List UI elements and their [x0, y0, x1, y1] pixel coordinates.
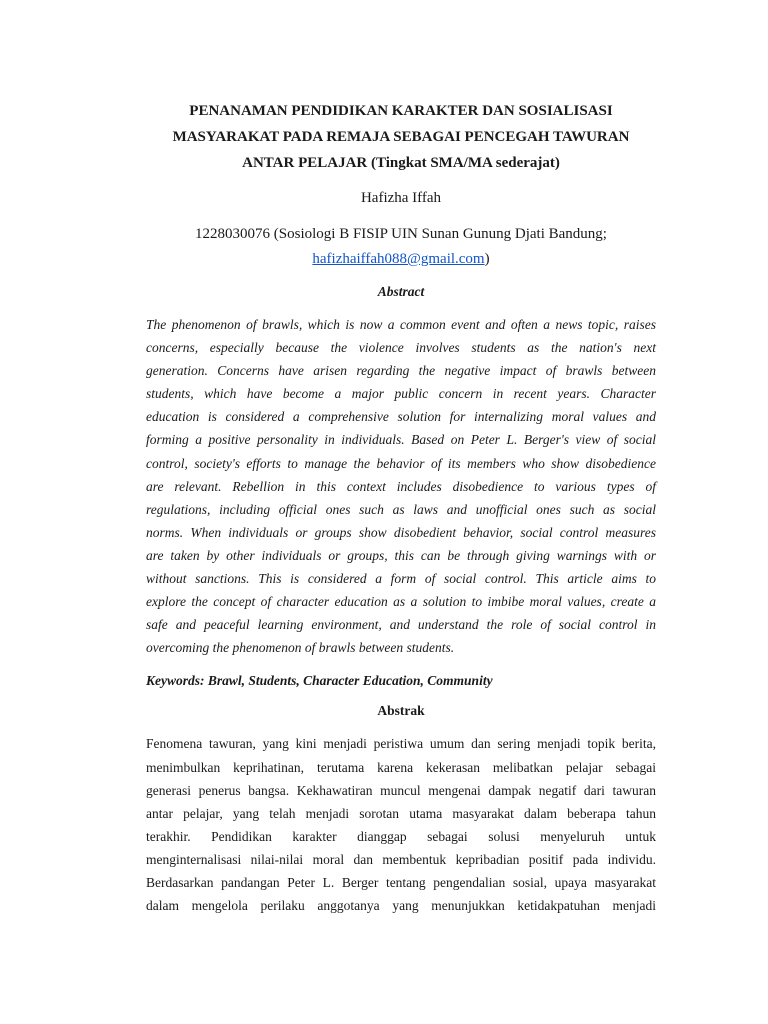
abstract-line: students, which have become a major public concern in recent years. Character [146, 386, 656, 402]
title-line: ANTAR PELAJAR (Tingkat SMA/MA sederajat) [242, 155, 560, 171]
abstrak-heading: Abstrak [377, 703, 425, 719]
abstract-line: are taken by other individuals or groups, this can be through giving warnings with or [146, 547, 656, 563]
paper-page [146, 98, 656, 917]
abstract-line: control, society's efforts to manage the behavior of its members who show disobedience [146, 455, 656, 471]
affiliation-email-line [146, 247, 656, 272]
keywords: Keywords: Brawl, Students, Character Education, Community [146, 673, 493, 689]
abstract-line: forming a positive personality in individuals. Based on Peter L. Berger's view of social [146, 432, 656, 448]
abstrak-body [146, 732, 656, 917]
abstrak-line: dalam mengelola perilaku anggotanya yang menunjukkan ketidakpatuhan menjadi [146, 898, 656, 914]
abstrak-line: antar pelajar, yang telah menjadi sorotan utama masyarakat dalam beberapa tahun [146, 805, 656, 821]
abstract-line: safe and peaceful learning environment, and understand the role of social control in [146, 617, 656, 633]
email-link[interactable]: hafizhaiffah088@gmail.com [312, 251, 485, 267]
author-affiliation [146, 222, 656, 272]
abstract-line: education is considered a comprehensive solution for internalizing moral values and [146, 409, 656, 425]
abstract-line: overcoming the phenomenon of brawls between students. [146, 640, 455, 656]
abstract-body [146, 313, 656, 659]
abstract-heading: Abstract [377, 284, 425, 299]
abstrak-line: terakhir. Pendidikan karakter dianggap sebagai solusi menyeluruh untuk [146, 828, 656, 844]
abstract-line: generation. Concerns have arisen regarding the negative impact of brawls between [146, 363, 656, 379]
abstract-line: explore the concept of character education as a solution to imbibe moral values, create a [146, 594, 656, 610]
title-line: PENANAMAN PENDIDIKAN KARAKTER DAN SOSIALISASI [189, 103, 613, 119]
abstract-line: concerns, especially because the violence involves students as the nation's next [146, 340, 656, 356]
abstrak-line: menimbulkan keprihatinan, terutama karena kekerasan melibatkan pelajar sebagai [146, 759, 656, 775]
affiliation-line: 1228030076 (Sosiologi B FISIP UIN Sunan Gunung Djati Bandung; [195, 226, 607, 242]
abstract-line: are relevant. Rebellion in this context includes disobedience to various types of [146, 478, 656, 494]
abstrak-line: Fenomena tawuran, yang kini menjadi peristiwa umum dan sering menjadi topik berita, [146, 736, 656, 752]
abstract-line: regulations, including official ones such as laws and unofficial ones such as social [146, 501, 656, 517]
abstrak-line: menginternalisasi nilai-nilai moral dan membentuk kepribadian positif pada individu. [146, 851, 656, 867]
paper-title [146, 98, 656, 176]
author-name: Hafizha Iffah [360, 190, 442, 206]
abstrak-line: Berdasarkan pandangan Peter L. Berger tentang pengendalian sosial, upaya masyarakat [146, 874, 656, 890]
abstrak-line: generasi penerus bangsa. Kekhawatiran muncul mengenai dampak negatif dari tawuran [146, 782, 656, 798]
abstract-line: The phenomenon of brawls, which is now a common event and often a news topic, raises [146, 317, 656, 332]
affiliation-close: ) [484, 251, 490, 267]
abstract-line: norms. When individuals or groups show disobedient behavior, social control measures [146, 524, 656, 540]
title-line: MASYARAKAT PADA REMAJA SEBAGAI PENCEGAH TAWURAN [172, 129, 630, 145]
abstract-line: without sanctions. This is considered a form of social control. This article aims to [146, 571, 656, 587]
